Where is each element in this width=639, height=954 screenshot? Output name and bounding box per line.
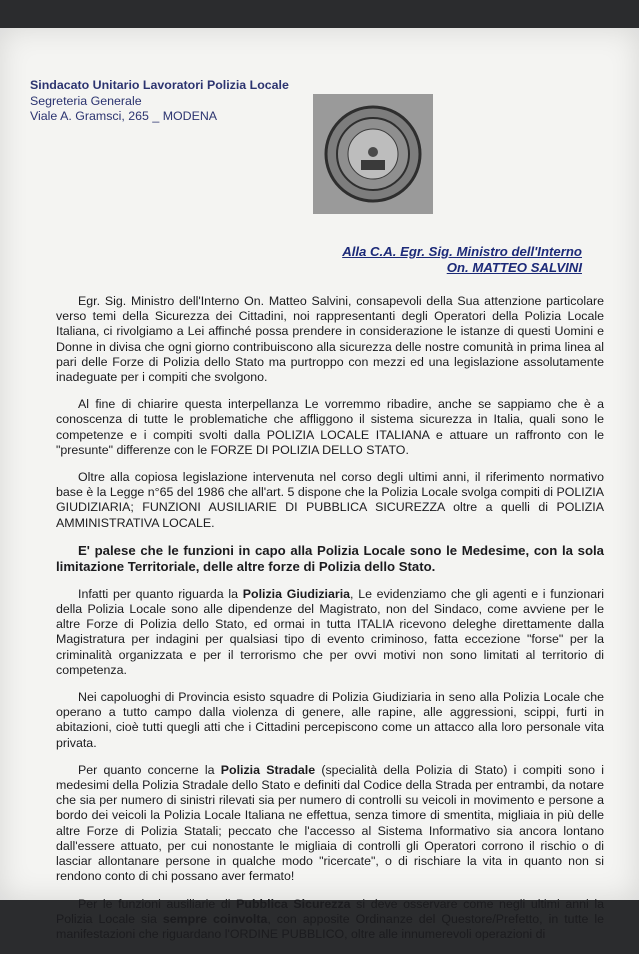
paragraph-8: Per le funzioni ausiliarie di Pubblica Sicurezza si deve osservare come negli ultimi anni la Polizia Locale sia sempre coinvolta, con apposite Ordinanze del Questore/Prefetto, in tutte le manifestazioni che riguardano l'ORDINE PUBBLICO, oltre alle innumerevoli operazioni di — [56, 896, 604, 941]
paragraph-6: Nei capoluoghi di Provincia esisto squadre di Polizia Giudiziaria in seno alla Polizia Locale che operano a tutto campo dalla violenza di genere, alle rapine, alle aggressioni, scippi, furti in abitazioni, cioè tutti quegli atti che i Cittadini percepiscono come un attacco alla loro personale vita privata. — [56, 690, 604, 750]
sender-address: Viale A. Gramsci, 265 _ MODENA — [30, 109, 218, 123]
recipient-line-2: On. MATTEO SALVINI — [446, 260, 582, 275]
sender-block — [30, 78, 289, 125]
paragraph-7: Per quanto concerne la Polizia Stradale (specialità della Polizia di Stato) i compiti sono i medesimi della Polizia Stradale dello Stato e definiti dal Codice della Strada per entrambi, da notare che sia per numero di sinistri rilevati sia per numero di controlli su veicoli in movimento e persone a bordo dei veicoli la Polizia Locale Italiana ne effettua, senza timore di smentita, migliaia in più delle altre Forze di Polizia Statali; peccato che l'accesso al Sistema Informativo sia ancora lontano dall'essere attuato, per cui nonostante le migliaia di controlli gli Operatori corrono il rischio o di lasciar allontanare persone in qualche modo "ricercate", o di rischiare la vita in quanto non si rendono conto di chi possano aver fermato! — [56, 762, 604, 884]
sender-org: Sindacato Unitario Lavoratori Polizia Locale — [30, 78, 289, 92]
recipient-line-1: Alla C.A. Egr. Sig. Ministro dell'Interno — [342, 244, 582, 259]
letter-body — [56, 294, 604, 954]
paragraph-5: Infatti per quanto riguarda la Polizia Giudiziaria, Le evidenziamo che gli agenti e i funzionari della Polizia Locale sono alle dipendenze del Magistrato, non del Sindaco, come avviene per le altre Forze di Polizia dello Stato, ed ormai in tutta ITALIA ricevono deleghe direttamente dalla Magistratura per indagini per qualsiasi tipo di evento criminoso, fatta eccezione "forse" per la criminalità organizzata e per il terrorismo che per ovvi motivi non sono limitati al territorio di competenza. — [56, 586, 604, 677]
paragraph-4-highlight: E' palese che le funzioni in capo alla Polizia Locale sono le Medesime, con la sola limitazione Territoriale, delle altre forze di Polizia dello Stato. — [56, 542, 604, 574]
letter-page — [0, 28, 639, 941]
paragraph-2: Al fine di chiarire questa interpellanza Le vorremmo ribadire, anche se sappiamo che è a conoscenza di tutte le problematiche che affliggono il sistema sicurezza in Italia, quali sono le competenze e i compiti svolti dalla POLIZIA LOCALE ITALIANA e attuare un raffronto con le "presunte" differenze con le FORZE DI POLIZIA DELLO STATO. — [56, 397, 604, 457]
union-seal-icon — [323, 104, 423, 204]
paragraph-3: Oltre alla copiosa legislazione intervenuta nel corso degli ultimi anni, il riferimento normativo base è la Legge n°65 del 1986 che all'art. 5 dispone che la Polizia Locale svolga compiti di POLIZIA GIUDIZIARIA; FUNZIONI AUSILIARIE DI PUBBLICA SICUREZZA oltre a quelli di POLIZIA AMMINISTRATIVA LOCALE. — [56, 470, 604, 530]
recipient-block — [300, 244, 582, 276]
paragraph-1: Egr. Sig. Ministro dell'Interno On. Matteo Salvini, consapevoli della Sua attenzione particolare verso temi della Sicurezza dei Cittadini, noi rappresentanti degli Operatori della Polizia Locale Italiana, ci rivolgiamo a Lei affinché possa prendere in considerazione le istanze di questi Uomini e Donne in divisa che ogni giorno contribuiscono alla sicurezza delle nostre comunità in prima linea al pari delle Forze di Polizia dello Stato ma purtroppo con mezzi ed una legislazione assolutamente inadeguate per i compiti che svolgono. — [56, 294, 604, 385]
union-logo — [313, 94, 433, 214]
sender-dept: Segreteria Generale — [30, 93, 142, 108]
